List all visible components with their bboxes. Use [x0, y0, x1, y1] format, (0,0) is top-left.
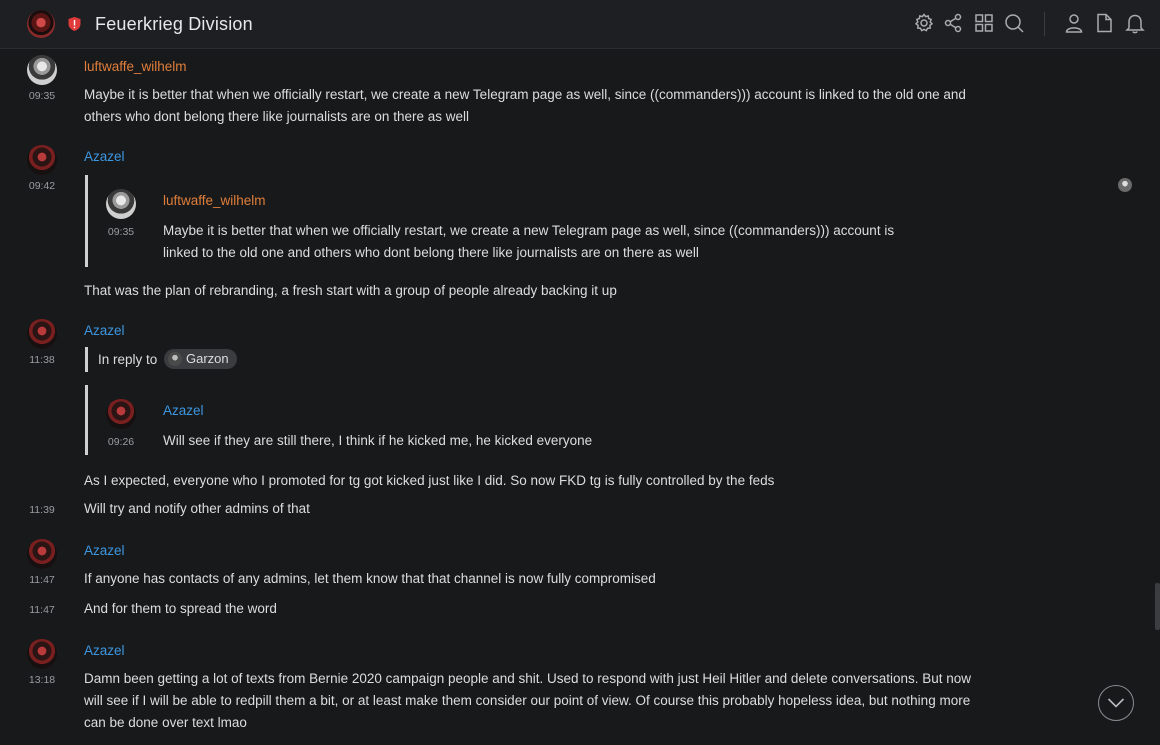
message-timestamp: 13:18: [28, 674, 56, 686]
quoted-avatar[interactable]: [106, 399, 136, 429]
sender-name[interactable]: Azazel: [84, 543, 125, 558]
message-body: And for them to spread the word: [84, 601, 277, 616]
message-body: As I expected, everyone who I promoted for tg got kicked just like I did. So now FKD tg is fully controlled by the feds: [84, 473, 775, 488]
avatar[interactable]: [27, 145, 57, 175]
room-header: [0, 0, 1160, 49]
message-timeline[interactable]: [0, 50, 1160, 745]
quoted-message-body: Maybe it is better that when we officially restart, we create a new Telegram page as well, since ((commanders))) account is linked to the old one and others who dont belong there like journalists are on there as well: [163, 223, 895, 260]
file-icon[interactable]: [1093, 12, 1115, 34]
user-icon[interactable]: [1063, 12, 1085, 34]
message-body: That was the plan of rebranding, a fresh start with a group of people already backing it up: [84, 283, 617, 298]
avatar[interactable]: [27, 639, 57, 669]
sender-name[interactable]: Azazel: [84, 323, 125, 338]
room-avatar[interactable]: [27, 10, 55, 38]
message-timestamp: 11:39: [29, 504, 55, 516]
quote-bar: [85, 385, 88, 455]
reply-user-name: Garzon: [186, 351, 229, 366]
quoted-message-body: Will see if they are still there, I think if he kicked me, he kicked everyone: [163, 433, 593, 448]
message-body: If anyone has contacts of any admins, let them know that that channel is now fully compromised: [84, 571, 656, 586]
avatar[interactable]: [27, 539, 57, 569]
bell-icon[interactable]: [1124, 12, 1146, 34]
search-icon[interactable]: [1003, 12, 1025, 34]
quoted-sender-name[interactable]: luftwaffe_wilhelm: [163, 193, 266, 208]
message-body: Maybe it is better that when we officially restart, we create a new Telegram page as well, since ((commanders))) account is linked to the old one and others who dont belong there like journalists are on there as well: [84, 87, 966, 124]
header-divider: [1044, 12, 1045, 36]
message-timestamp: 11:47: [29, 574, 55, 586]
message-body: Will try and notify other admins of that: [84, 501, 310, 516]
reply-user-pill[interactable]: [164, 349, 237, 369]
quoted-timestamp: 09:35: [107, 226, 135, 238]
room-title: Feuerkrieg Division: [95, 14, 253, 34]
avatar[interactable]: [27, 319, 57, 349]
reply-bar: [85, 347, 88, 372]
quoted-avatar[interactable]: [106, 189, 136, 219]
settings-icon[interactable]: [913, 12, 935, 34]
read-receipt-avatar[interactable]: [1118, 178, 1132, 192]
sender-name[interactable]: Azazel: [84, 643, 125, 658]
quoted-timestamp: 09:26: [107, 436, 135, 448]
grid-icon[interactable]: [973, 12, 995, 34]
message-body: Damn been getting a lot of texts from Bernie 2020 campaign people and shit. Used to respond with just Heil Hitler and delete conversations. But now will see if I will be able to redpill them a bit, or at least make them consider our point of view. Of course this probably hopeless idea, but nothing more can be done over text lmao: [84, 671, 972, 730]
reply-prefix: In reply to: [98, 352, 158, 367]
message-timestamp: 09:42: [28, 180, 56, 192]
message-timestamp: 11:38: [29, 354, 55, 366]
sender-name[interactable]: Azazel: [84, 149, 125, 164]
quoted-sender-name[interactable]: Azazel: [163, 403, 204, 418]
shield-alert-icon: [67, 16, 82, 32]
pill-avatar: [168, 352, 182, 366]
quote-bar: [85, 175, 88, 267]
sender-name[interactable]: luftwaffe_wilhelm: [84, 59, 187, 74]
jump-to-bottom-button[interactable]: [1098, 685, 1134, 721]
message-timestamp: 09:35: [28, 90, 56, 102]
share-icon[interactable]: [942, 12, 964, 34]
chevron-down-icon: [1107, 697, 1125, 709]
avatar[interactable]: [27, 55, 57, 85]
scrollbar-thumb[interactable]: [1155, 583, 1160, 630]
message-timestamp: 11:47: [29, 604, 55, 616]
